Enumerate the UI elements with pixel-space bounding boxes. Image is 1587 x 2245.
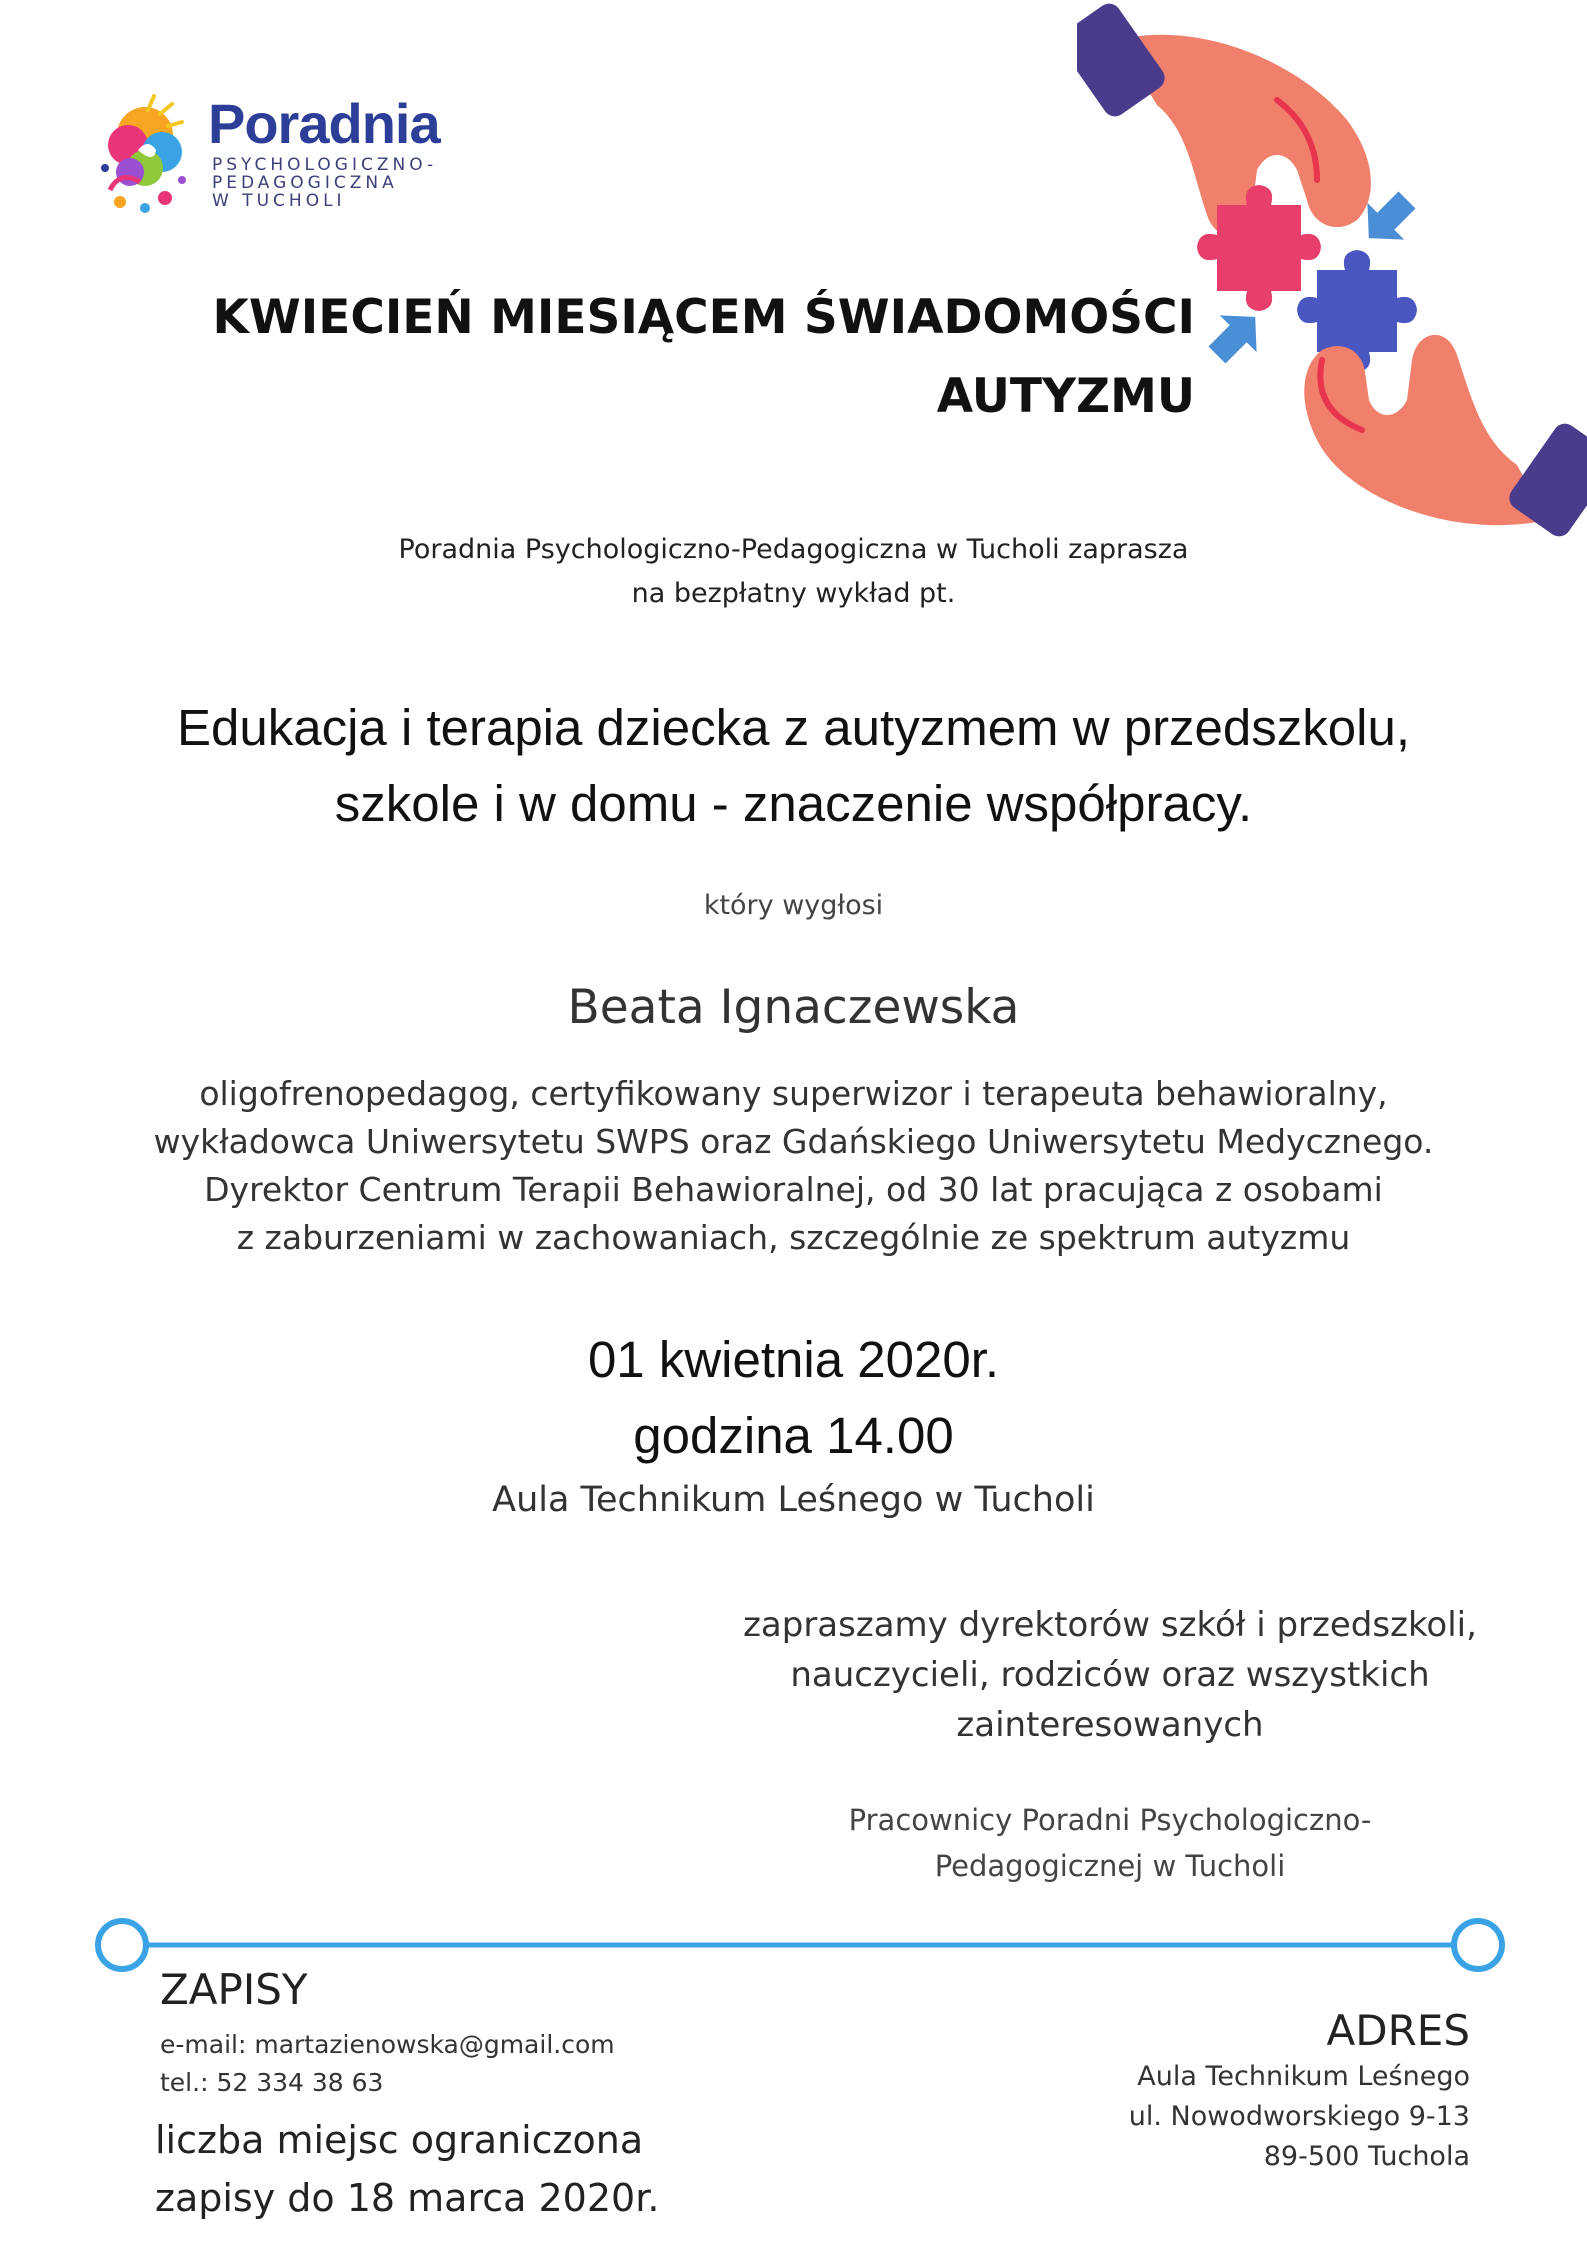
event-time: godzina 14.00 <box>633 1407 954 1464</box>
staff-signature <box>780 1797 1440 1889</box>
speaker-intro: który wygłosi <box>703 890 884 921</box>
address-line: Aula Technikum Leśnego <box>1137 2061 1470 2092</box>
page-title-line: AUTYZMU <box>936 369 1195 424</box>
speaker-bio-line: wykładowca Uniwersytetu SWPS oraz Gdańskiego Uniwersytetu Medycznego. <box>153 1122 1434 1161</box>
speaker-bio-line: Dyrektor Centrum Terapii Behawioralnej, od 30 lat pracująca z osobami <box>204 1170 1383 1209</box>
signup-phone[interactable]: tel.: 52 334 38 63 <box>160 2068 384 2097</box>
divider-dot-right <box>1454 1921 1502 1969</box>
event-date: 01 kwietnia 2020r. <box>587 1331 1000 1388</box>
logo-name: Poradnia <box>208 92 440 155</box>
audience-line: zainteresowanych <box>956 1705 1264 1745</box>
speaker-bio-line: z zaburzeniami w zachowaniach, szczególnie ze spektrum autyzmu <box>236 1218 1351 1257</box>
divider-dot-left <box>98 1921 146 1969</box>
speaker-bio-line: oligofrenopedagog, certyfikowany superwizor i terapeuta behawioralny, <box>199 1074 1388 1113</box>
invite-line: na bezpłatny wykład pt. <box>631 578 956 609</box>
address-heading: ADRES <box>1326 2006 1470 2055</box>
logo-mark-icon <box>90 90 200 225</box>
staff-line: Pedagogicznej w Tucholi <box>934 1849 1286 1883</box>
page-title-line: KWIECIEŃ MIESIĄCEM ŚWIADOMOŚCI <box>212 290 1195 345</box>
lecture-title <box>60 690 1527 842</box>
puzzle-blue-icon <box>1297 250 1417 372</box>
audience-line: zapraszamy dyrektorów szkół i przedszkoli, <box>743 1605 1477 1645</box>
logo-subtitle-line: PEDAGOGICZNA <box>212 173 398 193</box>
invite-text <box>200 528 1387 616</box>
event-venue: Aula Technikum Leśnego w Tucholi <box>492 1480 1095 1520</box>
logo-subtitle <box>212 156 437 210</box>
audience-invite <box>720 1600 1500 1750</box>
page-title <box>140 278 1195 436</box>
signup-heading: ZAPISY <box>160 1965 308 2014</box>
event-datetime <box>300 1322 1287 1474</box>
lecture-title-line: Edukacja i terapia dziecka z autyzmem w przedszkolu, <box>176 699 1411 756</box>
staff-line: Pracownicy Poradni Psychologiczno- <box>848 1803 1372 1837</box>
signup-limit: liczba miejsc ograniczona <box>155 2118 644 2162</box>
signup-deadline: zapisy do 18 marca 2020r. <box>155 2176 660 2220</box>
address-block <box>1000 2005 1470 2177</box>
audience-line: nauczycieli, rodziców oraz wszystkich <box>790 1655 1430 1695</box>
lecture-title-line: szkole i w domu - znaczenie współpracy. <box>334 775 1253 832</box>
signup-email[interactable]: e-mail: martazienowska@gmail.com <box>160 2030 615 2059</box>
logo-subtitle-line: PSYCHOLOGICZNO- <box>212 155 438 175</box>
logo <box>90 90 490 230</box>
invite-line: Poradnia Psychologiczno-Pedagogiczna w Tucholi zaprasza <box>398 534 1189 565</box>
upper-hand <box>1077 0 1371 235</box>
speaker-name: Beata Ignaczewska <box>567 980 1020 1035</box>
address-line: ul. Nowodworskiego 9-13 <box>1128 2101 1470 2132</box>
logo-subtitle-line: W TUCHOLI <box>212 191 346 211</box>
address-line: 89-500 Tuchola <box>1263 2141 1470 2172</box>
speaker-bio <box>100 1070 1487 1262</box>
lower-hand <box>1304 335 1587 541</box>
